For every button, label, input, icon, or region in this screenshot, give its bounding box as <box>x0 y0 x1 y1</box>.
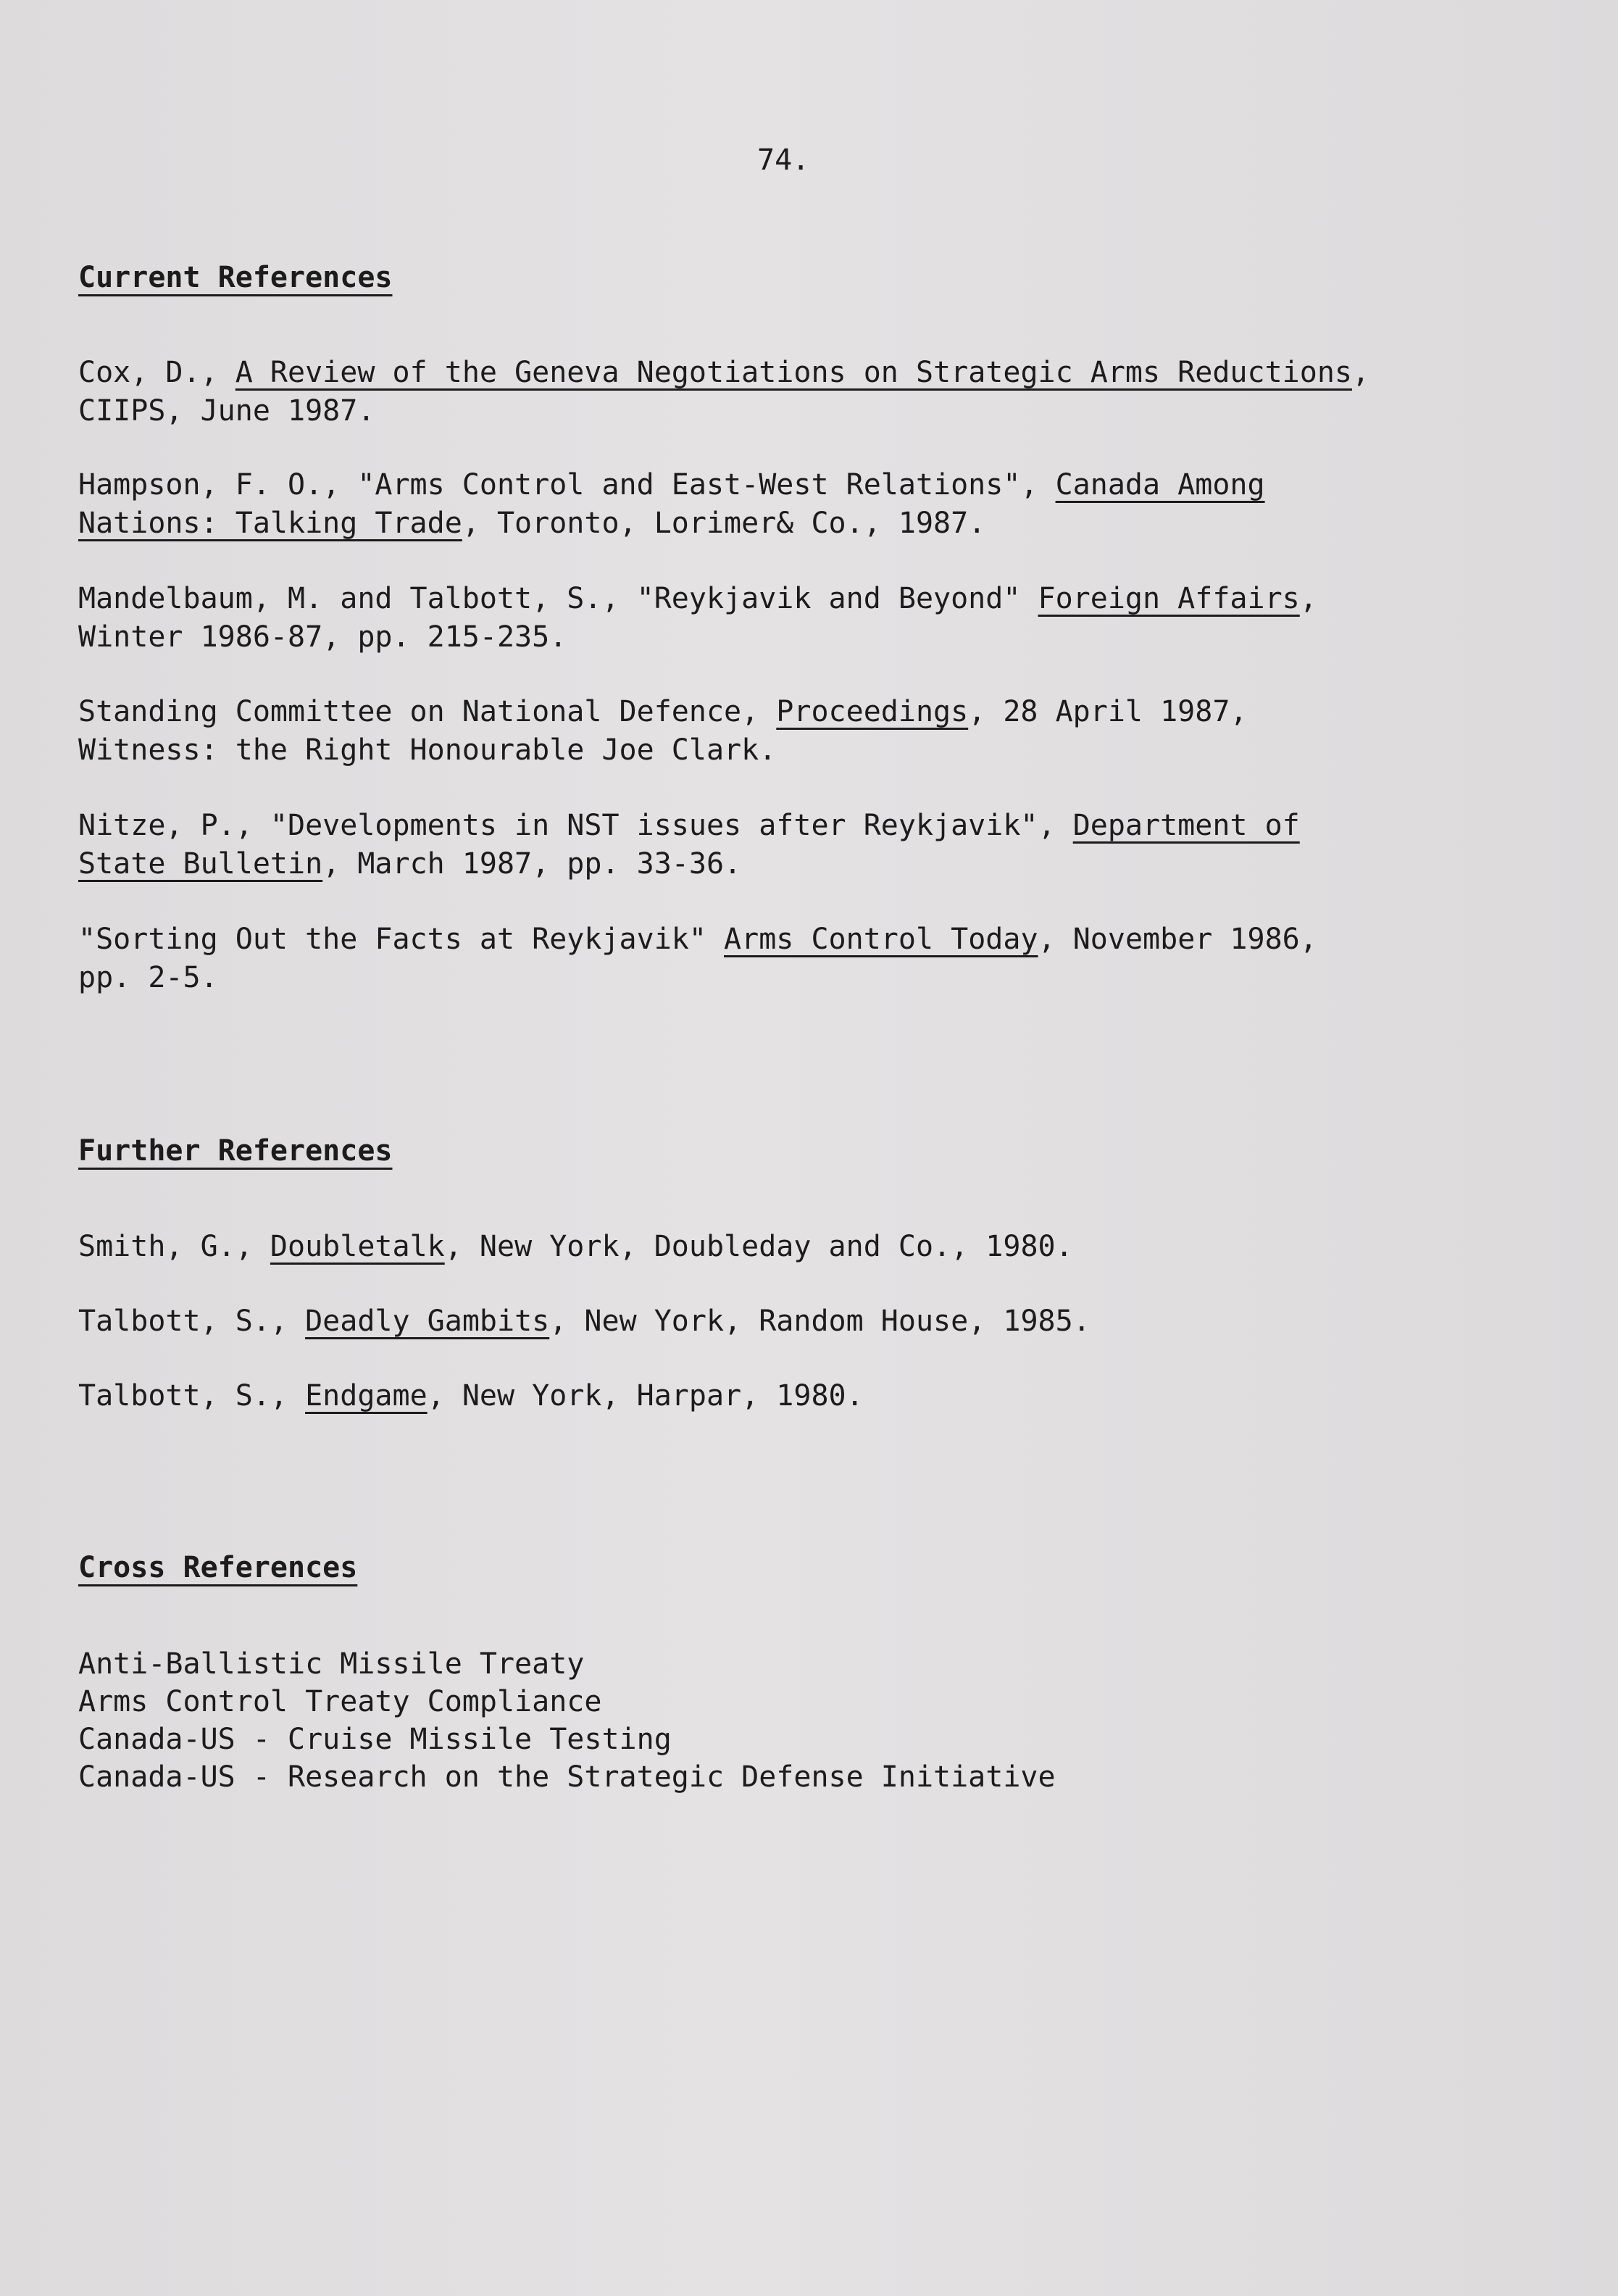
reference-author: "Sorting Out the Facts at Reykjavik" <box>78 923 725 956</box>
cross-reference-item: Canada-US - Research on the Strategic Defense Initiative <box>78 1760 1056 1794</box>
reference-details: , November 1986, <box>1038 923 1317 956</box>
reference-standing-committee <box>78 693 1527 770</box>
reference-title: Endgame <box>305 1379 428 1413</box>
reference-punct: , <box>1299 582 1317 615</box>
reference-details: CIIPS, June 1987. <box>78 394 375 428</box>
further-references-heading: Further References <box>78 1134 393 1168</box>
reference-title: Doubletalk <box>270 1230 445 1263</box>
reference-cox <box>78 354 1527 430</box>
reference-details: , New York, Doubleday and Co., 1980. <box>444 1230 1073 1263</box>
page-number: 74. <box>757 144 810 177</box>
reference-title: Proceedings <box>776 695 969 728</box>
reference-details: , Toronto, Lorimer& Co., 1987. <box>462 507 986 540</box>
reference-author: Talbott, S., <box>78 1379 306 1413</box>
reference-details: Winter 1986-87, pp. 215-235. <box>78 620 567 654</box>
reference-author: Nitze, P., "Developments in NST issues after Reykjavik", <box>78 809 1073 842</box>
reference-title: Foreign Affairs <box>1038 582 1300 615</box>
reference-details: , 28 April 1987, <box>968 695 1248 728</box>
cross-reference-item: Anti-Ballistic Missile Treaty <box>78 1647 585 1681</box>
reference-sorting-out <box>78 920 1527 997</box>
reference-talbott-gambits <box>78 1302 1527 1341</box>
reference-author: Hampson, F. O., "Arms Control and East-West Relations", <box>78 468 1056 502</box>
reference-mandelbaum <box>78 580 1527 657</box>
reference-title: Deadly Gambits <box>305 1305 550 1338</box>
reference-author: Mandelbaum, M. and Talbott, S., "Reykjavik and Beyond" <box>78 582 1038 615</box>
cross-reference-item: Arms Control Treaty Compliance <box>78 1685 602 1718</box>
reference-details: , New York, Random House, 1985. <box>549 1305 1091 1338</box>
reference-details-cont: Witness: the Right Honourable Joe Clark. <box>78 733 777 767</box>
reference-talbott-endgame <box>78 1377 1527 1415</box>
reference-details: , New York, Harpar, 1980. <box>427 1379 864 1413</box>
reference-details-cont: pp. 2-5. <box>78 961 218 994</box>
reference-author: Standing Committee on National Defence, <box>78 695 777 728</box>
reference-hampson <box>78 466 1527 543</box>
reference-author: Smith, G., <box>78 1230 270 1263</box>
reference-author: Cox, D., <box>78 356 235 389</box>
reference-title: Canada Among <box>1055 468 1265 502</box>
reference-punct: , <box>1352 356 1370 389</box>
reference-nitze <box>78 807 1527 883</box>
reference-details: , March 1987, pp. 33-36. <box>322 847 742 881</box>
reference-title: Department of <box>1072 809 1300 842</box>
reference-title-cont: State Bulletin <box>78 847 323 881</box>
current-references-heading: Current References <box>78 261 393 294</box>
reference-title: A Review of the Geneva Negotiations on Strategic Arms Reductions <box>235 356 1352 389</box>
reference-title-cont: Nations: Talking Trade <box>78 507 462 540</box>
cross-references-heading: Cross References <box>78 1551 358 1584</box>
reference-title: Arms Control Today <box>724 923 1038 956</box>
cross-reference-item: Canada-US - Cruise Missile Testing <box>78 1723 672 1756</box>
reference-smith <box>78 1228 1527 1266</box>
reference-author: Talbott, S., <box>78 1305 306 1338</box>
